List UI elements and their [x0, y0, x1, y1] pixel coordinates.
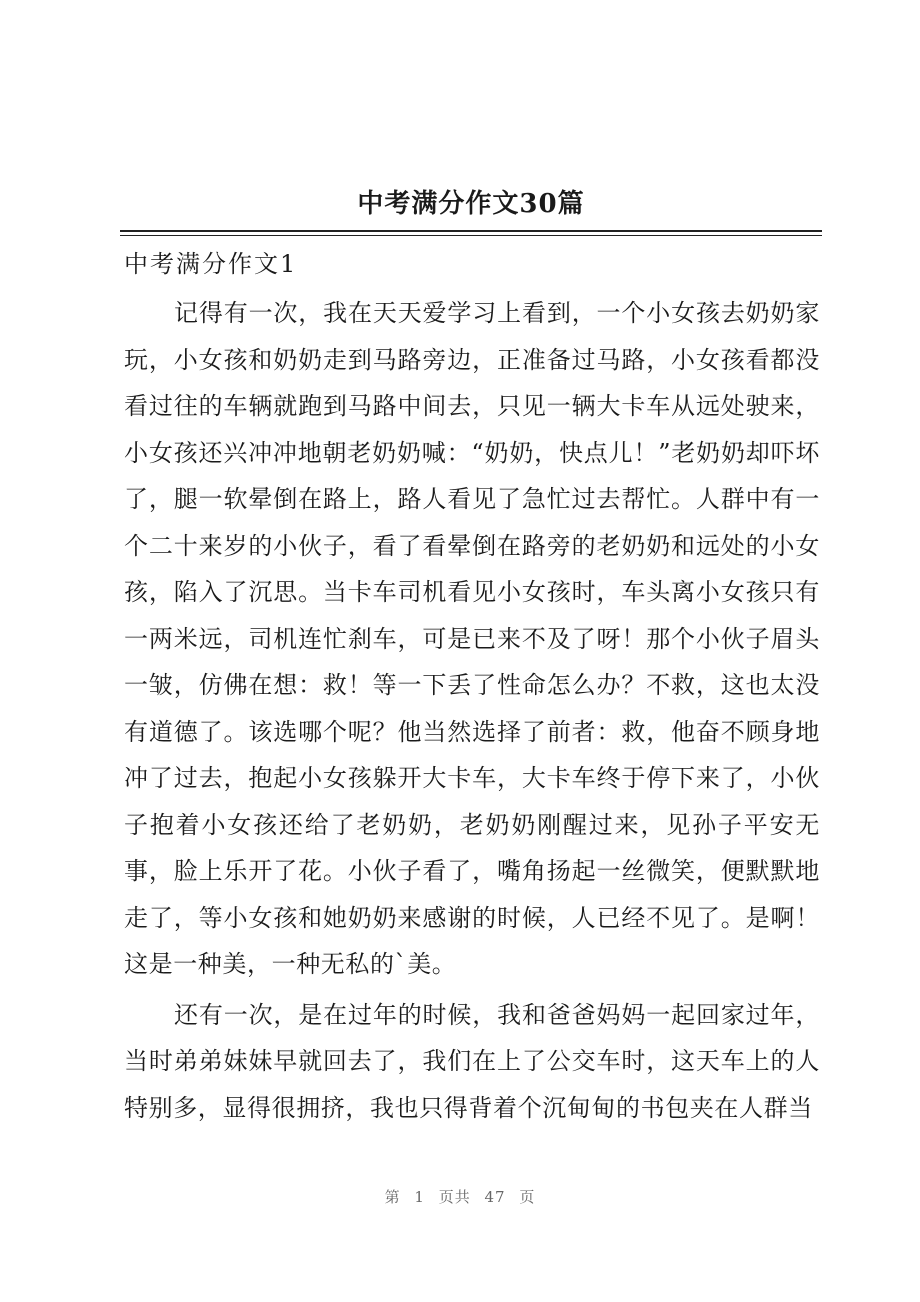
page-footer [0, 1186, 920, 1207]
footer-middle: 页共 [438, 1188, 471, 1206]
paragraph: 记得有一次，我在天天爱学习上看到，一个小女孩去奶奶家玩，小女孩和奶奶走到马路旁边，正准备过马路，小女孩看都没看过往的车辆就跑到马路中间去，只见一辆大卡车从远处驶来，小女孩还兴冲冲地朝老奶奶喊：“奶奶，快点儿！”老奶奶却吓坏了，腿一软晕倒在路上，路人看见了急忙过去帮忙。人群中有一个二十来岁的小伙子，看了看晕倒在路旁的老奶奶和远处的小女孩，陷入了沉思。当卡车司机看见小女孩时，车头离小女孩只有一两米远，司机连忙刹车，可是已来不及了呀！那个小伙子眉头一皱，仿佛在想：救！等一下丢了性命怎么办？不救，这也太没有道德了。该选哪个呢？他当然选择了前者：救，他奋不顾身地冲了过去，抱起小女孩躲开大卡车，大卡车终于停下来了，小伙子抱着小女孩还给了老奶奶，老奶奶刚醒过来，见孙子平安无事，脸上乐开了花。小伙子看了，嘴角扬起一丝微笑，便默默地走了，等小女孩和她奶奶来感谢的时候，人已经不见了。是啊！这是一种美，一种无私的`美。 [124, 299, 820, 978]
footer-prefix: 第 [384, 1188, 401, 1206]
section-heading: 中考满分作文1 [124, 250, 298, 278]
document-title: 中考满分作文30篇 [357, 189, 585, 219]
title-divider [120, 230, 822, 232]
title-divider-thin [120, 235, 822, 236]
paragraph: 还有一次，是在过年的时候，我和爸爸妈妈一起回家过年，当时弟弟妹妹早就回去了，我们在上了公交车时，这天车上的人特别多，显得很拥挤，我也只得背着个沉甸甸的书包夹在人群当 [124, 1000, 820, 1122]
footer-suffix: 页 [519, 1188, 536, 1206]
body-text [124, 290, 820, 1131]
footer-page-number: 1 [414, 1188, 425, 1206]
footer-total-pages: 47 [484, 1188, 506, 1206]
